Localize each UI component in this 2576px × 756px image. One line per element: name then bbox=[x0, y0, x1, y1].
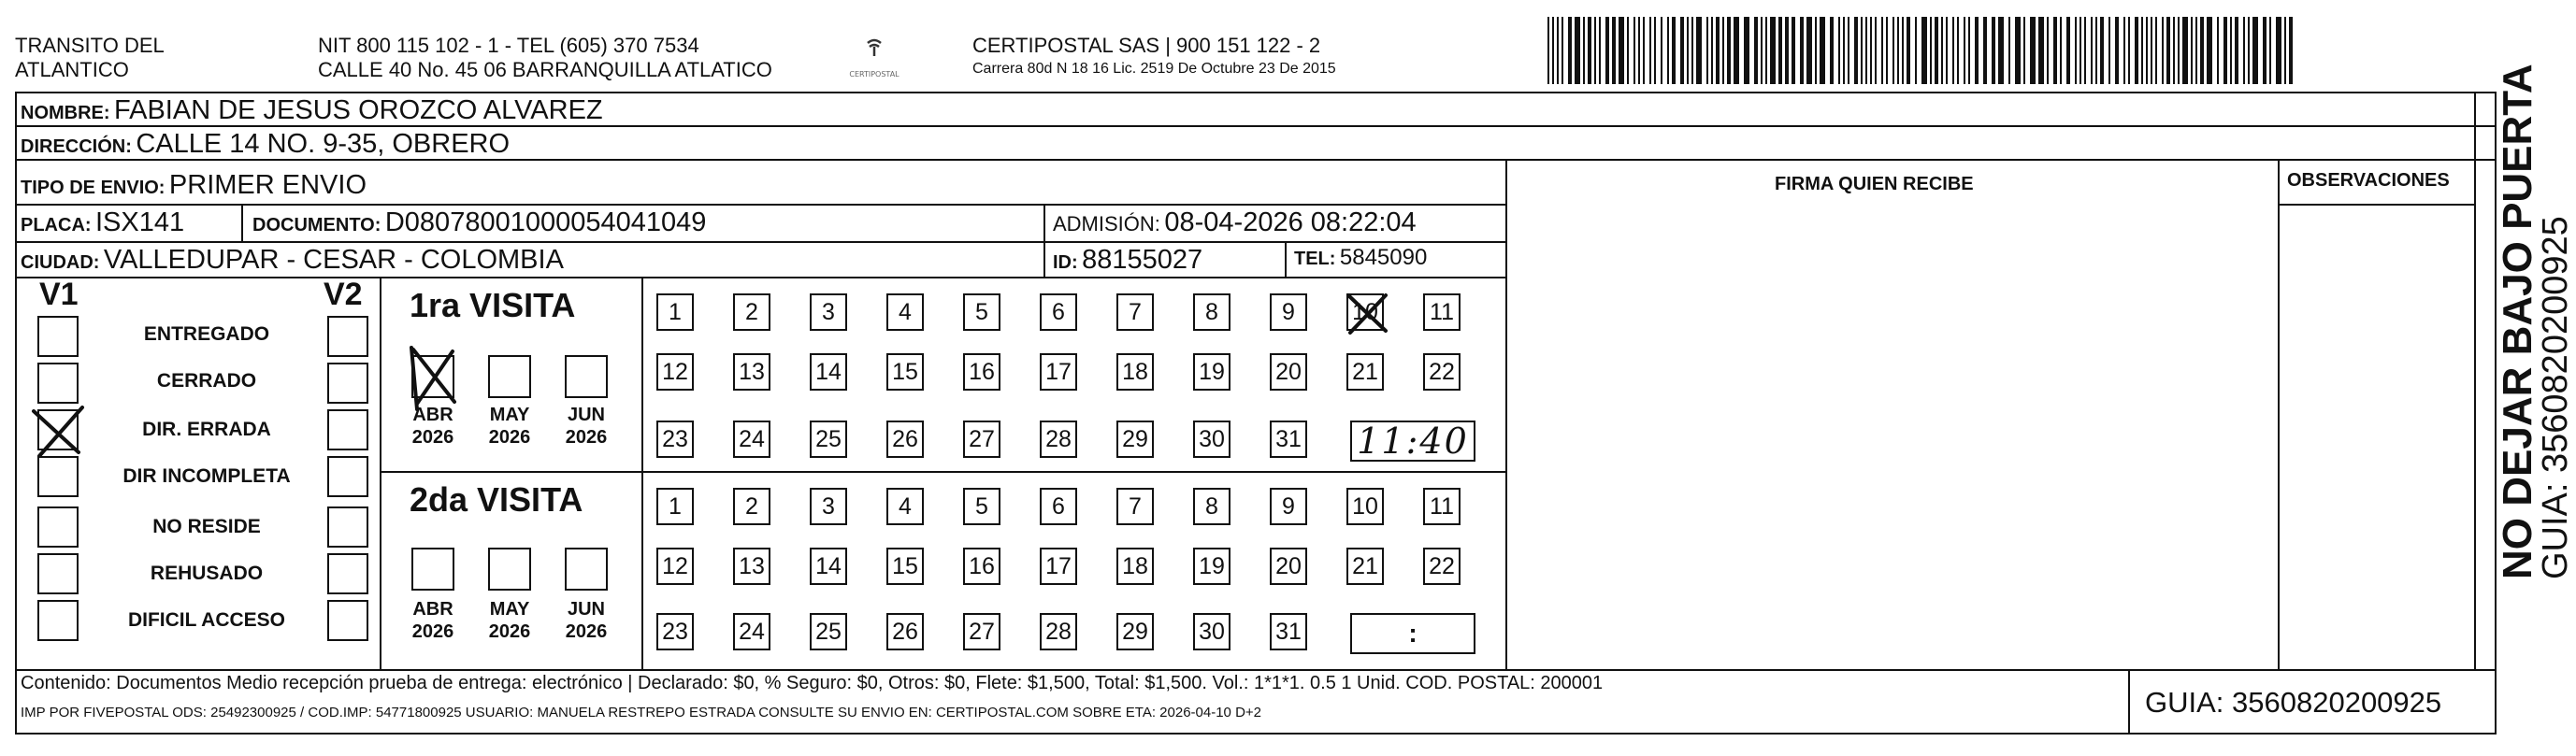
v2-checkbox-rehusado[interactable] bbox=[327, 553, 368, 594]
courier-block bbox=[972, 34, 1336, 80]
first-visit-month-abr-checkbox[interactable] bbox=[411, 355, 454, 398]
first-visit-day-3[interactable]: 3 bbox=[810, 293, 847, 331]
first-visit-title: 1ra VISITA bbox=[410, 286, 576, 324]
first-visit-day-21[interactable]: 21 bbox=[1346, 353, 1384, 391]
org-line-1: TRANSITO DEL bbox=[15, 34, 165, 57]
admision-label: ADMISIÓN: bbox=[1053, 212, 1160, 235]
second-visit-day-7[interactable]: 7 bbox=[1116, 488, 1154, 525]
first-visit-day-30[interactable]: 30 bbox=[1193, 421, 1230, 458]
v1-checkbox-dificil-acceso[interactable] bbox=[37, 600, 79, 641]
first-visit-day-28[interactable]: 28 bbox=[1040, 421, 1077, 458]
second-visit-day-23[interactable]: 23 bbox=[656, 613, 694, 650]
first-visit-day-23[interactable]: 23 bbox=[656, 421, 694, 458]
org-line-2: ATLANTICO bbox=[15, 58, 129, 81]
v1-checkbox-dir-errada[interactable] bbox=[37, 409, 79, 450]
tel-value: 5845090 bbox=[1339, 245, 1428, 270]
courier-line-2: Carrera 80d N 18 16 Lic. 2519 De Octubre 23 De 2015 bbox=[972, 61, 1336, 77]
first-visit-day-24[interactable]: 24 bbox=[733, 421, 770, 458]
v1-checkbox-cerrado[interactable] bbox=[37, 363, 79, 404]
v2-checkbox-no-reside[interactable] bbox=[327, 506, 368, 548]
first-visit-day-31[interactable]: 31 bbox=[1270, 421, 1307, 458]
second-visit-day-16[interactable]: 16 bbox=[963, 548, 1000, 585]
no-dejar-bajo-puerta-warning: NO DEJAR BAJO PUERTA bbox=[2495, 64, 2540, 579]
v1-header: V1 bbox=[39, 277, 79, 312]
tipo-envio-value: PRIMER ENVIO bbox=[168, 170, 367, 200]
ciudad-value: VALLEDUPAR - CESAR - COLOMBIA bbox=[103, 245, 564, 275]
second-visit-day-13[interactable]: 13 bbox=[733, 548, 770, 585]
second-visit-day-3[interactable]: 3 bbox=[810, 488, 847, 525]
second-visit-day-15[interactable]: 15 bbox=[886, 548, 924, 585]
svg-text:CERTIPOSTAL: CERTIPOSTAL bbox=[849, 70, 899, 78]
first-visit-day-12[interactable]: 12 bbox=[656, 353, 694, 391]
second-visit-day-29[interactable]: 29 bbox=[1116, 613, 1154, 650]
tel-label: TEL: bbox=[1294, 249, 1336, 269]
placa-field bbox=[21, 207, 184, 238]
first-visit-day-29[interactable]: 29 bbox=[1116, 421, 1154, 458]
second-visit-day-2[interactable]: 2 bbox=[733, 488, 770, 525]
second-visit-day-17[interactable]: 17 bbox=[1040, 548, 1077, 585]
first-visit-day-15[interactable]: 15 bbox=[886, 353, 924, 391]
nit-line: NIT 800 115 102 - 1 - TEL (605) 370 7534 bbox=[318, 34, 699, 57]
status-label-dir-errada: DIR. ERRADA bbox=[142, 419, 271, 440]
first-visit-day-4[interactable]: 4 bbox=[886, 293, 924, 331]
first-visit-day-25[interactable]: 25 bbox=[810, 421, 847, 458]
first-visit-month-may: MAY 2026 bbox=[488, 405, 531, 448]
v2-checkbox-dificil-acceso[interactable] bbox=[327, 600, 368, 641]
second-visit-day-18[interactable]: 18 bbox=[1116, 548, 1154, 585]
status-label-cerrado: CERRADO bbox=[156, 370, 257, 392]
address-line: CALLE 40 No. 45 06 BARRANQUILLA ATLATICO bbox=[318, 58, 772, 81]
direccion-value: CALLE 14 NO. 9-35, OBRERO bbox=[136, 129, 511, 159]
first-visit-month-jun-checkbox[interactable] bbox=[565, 355, 608, 398]
second-visit-day-9[interactable]: 9 bbox=[1270, 488, 1307, 525]
v2-checkbox-entregado[interactable] bbox=[327, 316, 368, 357]
id-value: 88155027 bbox=[1082, 245, 1203, 275]
first-visit-day-6[interactable]: 6 bbox=[1040, 293, 1077, 331]
second-visit-day-8[interactable]: 8 bbox=[1193, 488, 1230, 525]
second-visit-day-5[interactable]: 5 bbox=[963, 488, 1000, 525]
v2-checkbox-dir-errada[interactable] bbox=[327, 409, 368, 450]
status-label-no-reside: NO RESIDE bbox=[152, 516, 261, 537]
first-visit-day-2[interactable]: 2 bbox=[733, 293, 770, 331]
first-visit-day-18[interactable]: 18 bbox=[1116, 353, 1154, 391]
second-visit-title: 2da VISITA bbox=[410, 480, 583, 519]
documento-label: DOCUMENTO: bbox=[252, 215, 381, 235]
second-visit-day-1[interactable]: 1 bbox=[656, 488, 694, 525]
second-visit-month-jun: JUN 2026 bbox=[565, 599, 608, 642]
second-visit-day-28[interactable]: 28 bbox=[1040, 613, 1077, 650]
first-visit-month-may-checkbox[interactable] bbox=[488, 355, 531, 398]
first-visit-day-20[interactable]: 20 bbox=[1270, 353, 1307, 391]
second-visit-month-jun-checkbox[interactable] bbox=[565, 548, 608, 591]
second-visit-day-4[interactable]: 4 bbox=[886, 488, 924, 525]
observaciones-header: OBSERVACIONES bbox=[2287, 170, 2450, 191]
v1-checkbox-dir-incompleta[interactable] bbox=[37, 456, 79, 497]
status-label-dir-incompleta: DIR INCOMPLETA bbox=[122, 465, 291, 487]
certipostal-logo bbox=[842, 34, 907, 80]
tel-field bbox=[1294, 245, 1427, 271]
courier-line-1: CERTIPOSTAL SAS | 900 151 122 - 2 bbox=[972, 34, 1321, 57]
second-visit-month-may: MAY 2026 bbox=[488, 599, 531, 642]
id-field bbox=[1053, 245, 1202, 276]
documento-value: D08078001000054041049 bbox=[384, 207, 707, 237]
second-visit-time-value: : bbox=[1408, 619, 1418, 648]
second-visit-month-may-checkbox[interactable] bbox=[488, 548, 531, 591]
v2-header: V2 bbox=[324, 277, 363, 312]
v1-checkbox-rehusado[interactable] bbox=[37, 553, 79, 594]
v1-checkbox-no-reside[interactable] bbox=[37, 506, 79, 548]
first-visit-time-value: 11:40 bbox=[1357, 421, 1469, 462]
admision-value: 08-04-2026 08:22:04 bbox=[1164, 207, 1417, 237]
placa-value: ISX141 bbox=[95, 207, 185, 237]
first-visit-day-8[interactable]: 8 bbox=[1193, 293, 1230, 331]
direccion-field bbox=[21, 129, 510, 160]
guia-box: GUIA: 3560820200925 bbox=[2145, 686, 2442, 719]
first-visit-day-7[interactable]: 7 bbox=[1116, 293, 1154, 331]
first-visit-day-26[interactable]: 26 bbox=[886, 421, 924, 458]
first-visit-day-13[interactable]: 13 bbox=[733, 353, 770, 391]
second-visit-day-27[interactable]: 27 bbox=[963, 613, 1000, 650]
direccion-label: DIRECCIÓN: bbox=[21, 136, 132, 157]
second-visit-time-box[interactable] bbox=[1350, 613, 1475, 654]
nombre-value: FABIAN DE JESUS OROZCO ALVAREZ bbox=[114, 95, 603, 125]
sender-org bbox=[15, 34, 165, 82]
nombre-field bbox=[21, 95, 603, 126]
second-visit-day-11[interactable]: 11 bbox=[1423, 488, 1461, 525]
sender-nit-block bbox=[318, 34, 772, 82]
first-visit-day-11[interactable]: 11 bbox=[1423, 293, 1461, 331]
first-visit-time-box[interactable] bbox=[1350, 421, 1475, 462]
second-visit-day-25[interactable]: 25 bbox=[810, 613, 847, 650]
firma-header: FIRMA QUIEN RECIBE bbox=[1775, 174, 1974, 194]
first-visit-day-19[interactable]: 19 bbox=[1193, 353, 1230, 391]
nombre-label: NOMBRE: bbox=[21, 103, 110, 123]
second-visit-day-26[interactable]: 26 bbox=[886, 613, 924, 650]
footer-print-line: IMP POR FIVEPOSTAL ODS: 25492300925 / COD.IMP: 54771800925 USUARIO: MANUELA RESTREPO ESTRADA CONSULTE SU ENVIO EN: CERTIPOSTAL.COM SOBRE ETA: 2026-04-10 D+2 bbox=[21, 705, 1262, 720]
second-visit-day-20[interactable]: 20 bbox=[1270, 548, 1307, 585]
v2-checkbox-cerrado[interactable] bbox=[327, 363, 368, 404]
first-visit-day-1[interactable]: 1 bbox=[656, 293, 694, 331]
tipo-envio-label: TIPO DE ENVIO: bbox=[21, 178, 165, 198]
first-visit-day-14[interactable]: 14 bbox=[810, 353, 847, 391]
tipo-envio-field bbox=[21, 170, 367, 201]
handwritten-x-mark-icon bbox=[26, 402, 92, 462]
first-visit-day-10[interactable]: 10 bbox=[1346, 293, 1384, 331]
second-visit-day-14[interactable]: 14 bbox=[810, 548, 847, 585]
second-visit-day-12[interactable]: 12 bbox=[656, 548, 694, 585]
status-label-rehusado: REHUSADO bbox=[150, 563, 264, 584]
barcode bbox=[1547, 17, 2302, 84]
documento-field bbox=[252, 207, 706, 238]
second-visit-month-abr-checkbox[interactable] bbox=[411, 548, 454, 591]
first-visit-day-5[interactable]: 5 bbox=[963, 293, 1000, 331]
side-guia-number: GUIA: 3560820200925 bbox=[2536, 216, 2575, 579]
v1-checkbox-entregado[interactable] bbox=[37, 316, 79, 357]
second-visit-month-abr: ABR 2026 bbox=[411, 599, 454, 642]
status-label-dificil-acceso: DIFICIL ACCESO bbox=[127, 609, 285, 631]
first-visit-day-27[interactable]: 27 bbox=[963, 421, 1000, 458]
second-visit-day-10[interactable]: 10 bbox=[1346, 488, 1384, 525]
footer-contents-line: Contenido: Documentos Medio recepción prueba de entrega: electrónico | Declarado: $0, % Seguro: $0, Otros: $0, Flete: $1,500, Total: $1,500. Vol.: 1*1*1. 0.5 1 Unid. COD. POSTAL: 200001 bbox=[21, 673, 1604, 693]
first-visit-month-jun: JUN 2026 bbox=[565, 405, 608, 448]
id-label: ID: bbox=[1053, 252, 1078, 273]
second-visit-day-19[interactable]: 19 bbox=[1193, 548, 1230, 585]
ciudad-field bbox=[21, 245, 564, 276]
second-visit-day-30[interactable]: 30 bbox=[1193, 613, 1230, 650]
placa-label: PLACA: bbox=[21, 215, 92, 235]
second-visit-day-24[interactable]: 24 bbox=[733, 613, 770, 650]
admision-field bbox=[1053, 207, 1417, 238]
v2-checkbox-dir-incompleta[interactable] bbox=[327, 456, 368, 497]
second-visit-day-21[interactable]: 21 bbox=[1346, 548, 1384, 585]
first-visit-day-17[interactable]: 17 bbox=[1040, 353, 1077, 391]
first-visit-month-abr: ABR 2026 bbox=[411, 405, 454, 448]
first-visit-day-9[interactable]: 9 bbox=[1270, 293, 1307, 331]
first-visit-day-22[interactable]: 22 bbox=[1423, 353, 1461, 391]
second-visit-day-6[interactable]: 6 bbox=[1040, 488, 1077, 525]
second-visit-day-22[interactable]: 22 bbox=[1423, 548, 1461, 585]
second-visit-day-31[interactable]: 31 bbox=[1270, 613, 1307, 650]
status-label-entregado: ENTREGADO bbox=[143, 323, 270, 345]
ciudad-label: CIUDAD: bbox=[21, 252, 100, 273]
first-visit-day-16[interactable]: 16 bbox=[963, 353, 1000, 391]
delivery-form bbox=[15, 92, 2497, 735]
